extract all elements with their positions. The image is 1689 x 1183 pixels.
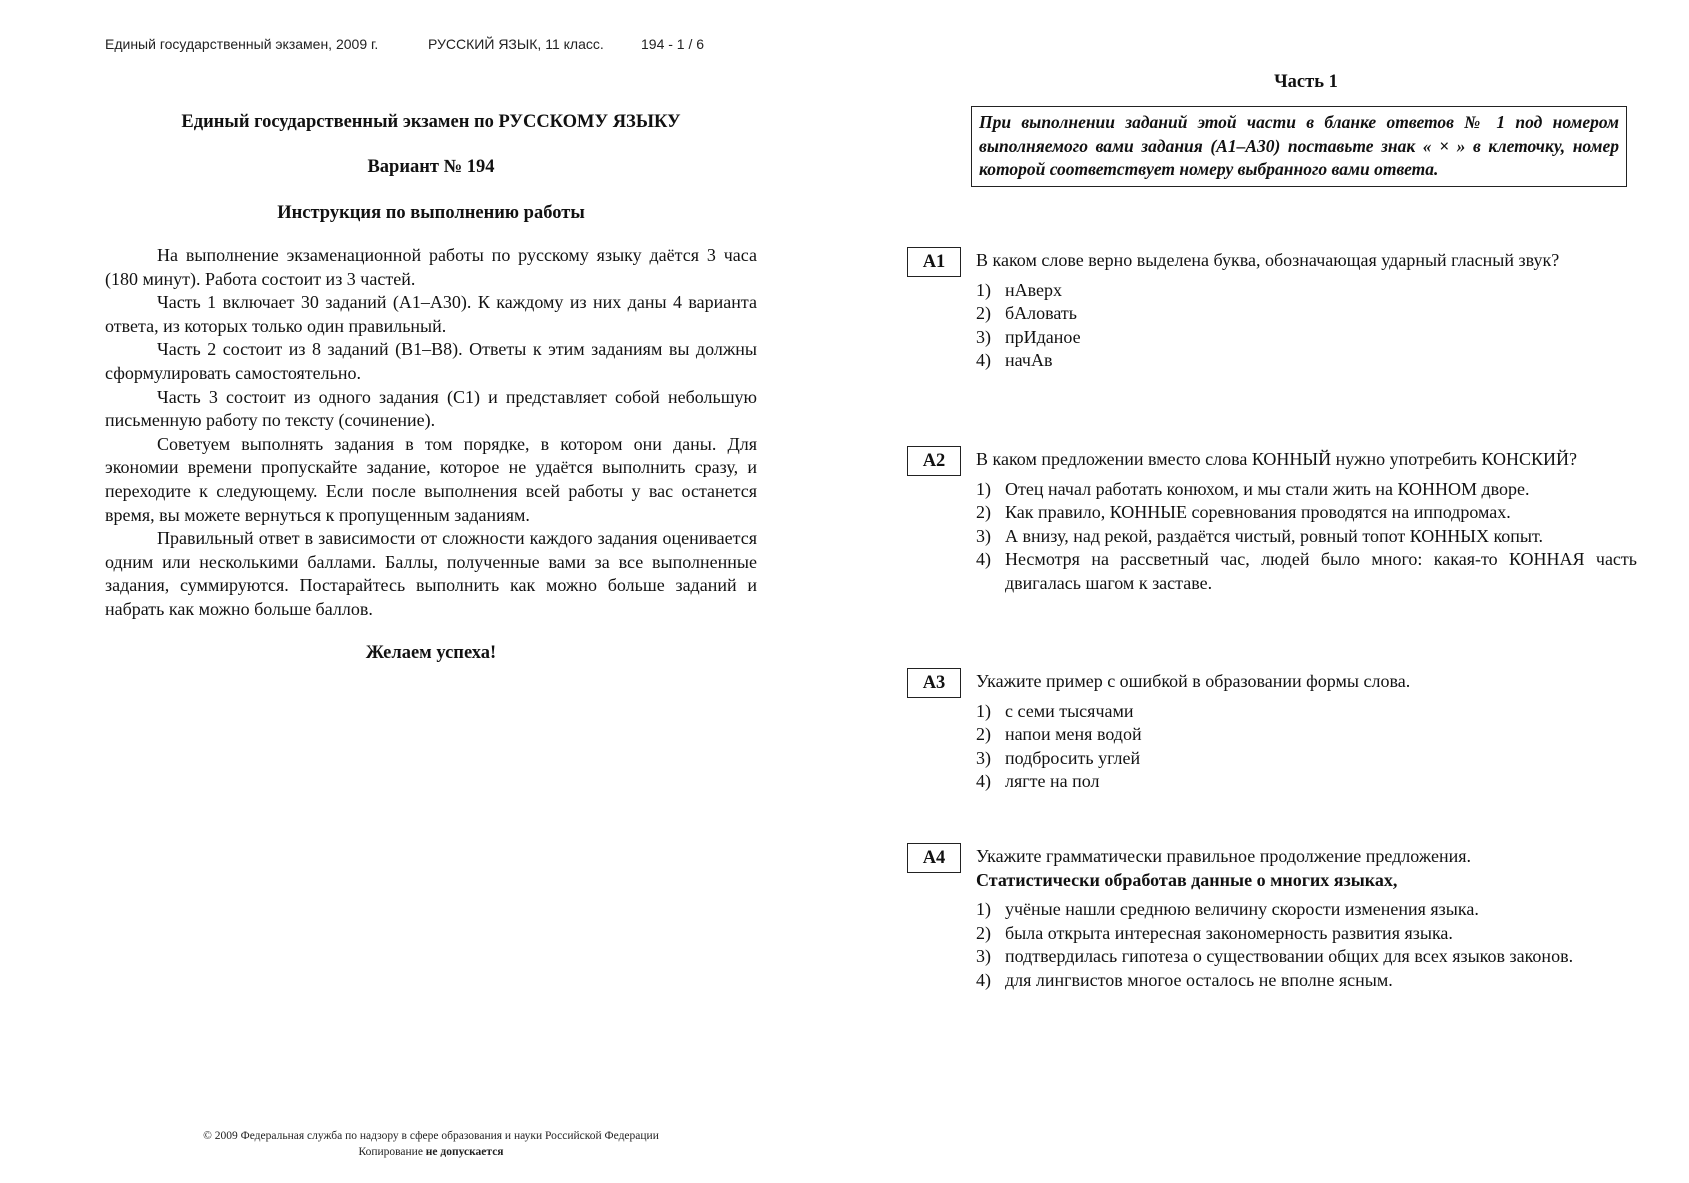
option-text: Как правило, КОННЫЕ соревнования проводятся на ипподромах. (1005, 502, 1511, 523)
part-instruction-box: При выполнении заданий этой части в бланке ответов № 1 под номером выполняемого вами задания (А1–А30) поставьте знак « × » в клеточку, номер которой соответствует номеру выбранного вами ответа. (971, 106, 1627, 187)
option-text: была открыта интересная закономерность развития языка. (1005, 922, 1453, 943)
task-sentence-start: Статистически обработав данные о многих языках, (976, 869, 1398, 890)
option-text: подбросить углей (1005, 747, 1141, 768)
exam-title: Единый государственный экзамен по РУССКОМУ ЯЗЫКУ (181, 112, 681, 132)
task-label: А2 (907, 446, 961, 476)
part1-header (907, 72, 1637, 187)
option-number: 2) (976, 502, 991, 523)
option-number: 2) (976, 303, 991, 324)
answer-option (976, 326, 1637, 350)
option-number: 4) (976, 350, 991, 371)
option-number: 4) (976, 969, 991, 990)
option-text: лягте на пол (1005, 771, 1100, 792)
answer-options (976, 478, 1637, 596)
option-number: 3) (976, 946, 991, 967)
task-question: Укажите грамматически правильное продолжение предложения. (976, 846, 1472, 866)
instructions-column (105, 112, 757, 664)
answer-option (976, 501, 1637, 525)
answer-option (976, 898, 1637, 922)
option-text: для лингвистов многое осталось не вполне ясным. (1005, 969, 1393, 990)
answer-option (976, 770, 1637, 794)
option-number: 1) (976, 899, 991, 920)
task-a1 (907, 247, 1637, 373)
option-text: Отец начал работать конюхом, и мы стали жить на КОННОМ дворе. (1005, 478, 1530, 499)
option-number: 4) (976, 549, 991, 570)
header-subject: РУССКИЙ ЯЗЫК, 11 класс. (428, 36, 604, 52)
task-label: А1 (907, 247, 961, 277)
copyright-footer (105, 1128, 757, 1160)
option-text: учёные нашли среднюю величину скорости изменения языка. (1005, 899, 1479, 920)
task-a4 (907, 843, 1637, 993)
instruction-paragraph: Советуем выполнять задания в том порядке, в котором они даны. Для экономии времени пропускайте задание, которое не удаётся выполнить сразу, и переходите к следующему. Если после выполнения всей работы у вас останется время, вы можете вернуться к пропущенным заданиям. (105, 433, 757, 525)
option-text: А внизу, над рекой, раздаётся чистый, ровный топот КОННЫХ копыт. (1005, 525, 1544, 546)
option-number: 3) (976, 525, 991, 546)
header-page-code: 194 - 1 / 6 (641, 36, 705, 52)
option-number: 1) (976, 279, 991, 300)
instruction-text (105, 244, 757, 622)
header-exam-name: Единый государственный экзамен, 2009 г. (105, 36, 379, 52)
copy-restriction-prefix: Копирование (358, 1146, 426, 1158)
option-number: 3) (976, 326, 991, 347)
answer-option (976, 700, 1637, 724)
option-text: прИданое (1005, 326, 1081, 347)
task-body (976, 843, 1637, 993)
option-number: 1) (976, 700, 991, 721)
instruction-paragraph: Часть 2 состоит из 8 заданий (В1–В8). Ответы к этим заданиям вы должны сформулировать самостоятельно. (105, 339, 757, 383)
answer-options (976, 898, 1637, 992)
answer-options (976, 700, 1637, 794)
instruction-title: Инструкция по выполнению работы (277, 203, 585, 223)
option-number: 2) (976, 922, 991, 943)
task-body (976, 446, 1637, 596)
task-a2 (907, 446, 1637, 596)
task-body (976, 668, 1637, 794)
answer-option (976, 525, 1637, 549)
task-question: В каком слове верно выделена буква, обозначающая ударный гласный звук? (976, 250, 1560, 270)
option-number: 4) (976, 771, 991, 792)
copy-restriction-line (105, 1144, 757, 1160)
answer-options (976, 279, 1637, 373)
answer-option (976, 279, 1637, 303)
answer-option (976, 922, 1637, 946)
task-question: В каком предложении вместо слова КОННЫЙ нужно употребить КОНСКИЙ? (976, 449, 1577, 469)
task-question: Укажите пример с ошибкой в образовании формы слова. (976, 671, 1411, 691)
instruction-paragraph: Правильный ответ в зависимости от сложности каждого задания оценивается одним или несколькими баллами. Баллы, полученные вами за все выполненные задания, суммируются. Постарайтесь выполнить как можно больше заданий и набрать как можно больше баллов. (105, 528, 757, 619)
task-a3 (907, 668, 1637, 794)
task-label: А4 (907, 843, 961, 873)
copy-restriction-bold: не допускается (425, 1146, 504, 1158)
good-luck-wish: Желаем успеха! (365, 642, 497, 663)
option-number: 3) (976, 747, 991, 768)
part-title: Часть 1 (1274, 72, 1338, 92)
instruction-paragraph: Часть 3 состоит из одного задания (С1) и представляет собой небольшую письменную работу по тексту (сочинение). (105, 386, 757, 431)
option-text: с семи тысячами (1005, 700, 1134, 721)
instruction-paragraph: На выполнение экзаменационной работы по русскому языку даётся 3 часа (180 минут). Работа состоит из 3 частей. (105, 245, 757, 289)
option-text: напои меня водой (1005, 724, 1142, 745)
option-text: Несмотря на рассветный час, людей было много: какая-то КОННАЯ часть двигалась шагом к заставе. (1005, 549, 1637, 593)
answer-option (976, 302, 1637, 326)
answer-option (976, 478, 1637, 502)
answer-option (976, 349, 1637, 373)
answer-option (976, 969, 1637, 993)
option-text: нАверх (1005, 279, 1063, 300)
answer-option (976, 747, 1637, 771)
copyright-line: © 2009 Федеральная служба по надзору в сфере образования и науки Российской Федерации (203, 1130, 659, 1142)
answer-option (976, 723, 1637, 747)
option-text: начАв (1005, 350, 1053, 371)
option-number: 2) (976, 724, 991, 745)
option-text: бАловать (1005, 303, 1077, 324)
running-header (105, 36, 704, 52)
task-body (976, 247, 1637, 373)
option-text: подтвердилась гипотеза о существовании общих для всех языков законов. (1005, 946, 1574, 967)
instruction-paragraph: Часть 1 включает 30 заданий (А1–А30). К каждому из них даны 4 варианта ответа, из которых только один правильный. (105, 292, 757, 336)
answer-option (976, 945, 1637, 969)
variant-number: Вариант № 194 (367, 157, 495, 177)
option-number: 1) (976, 478, 991, 499)
task-label: А3 (907, 668, 961, 698)
answer-option (976, 548, 1637, 595)
